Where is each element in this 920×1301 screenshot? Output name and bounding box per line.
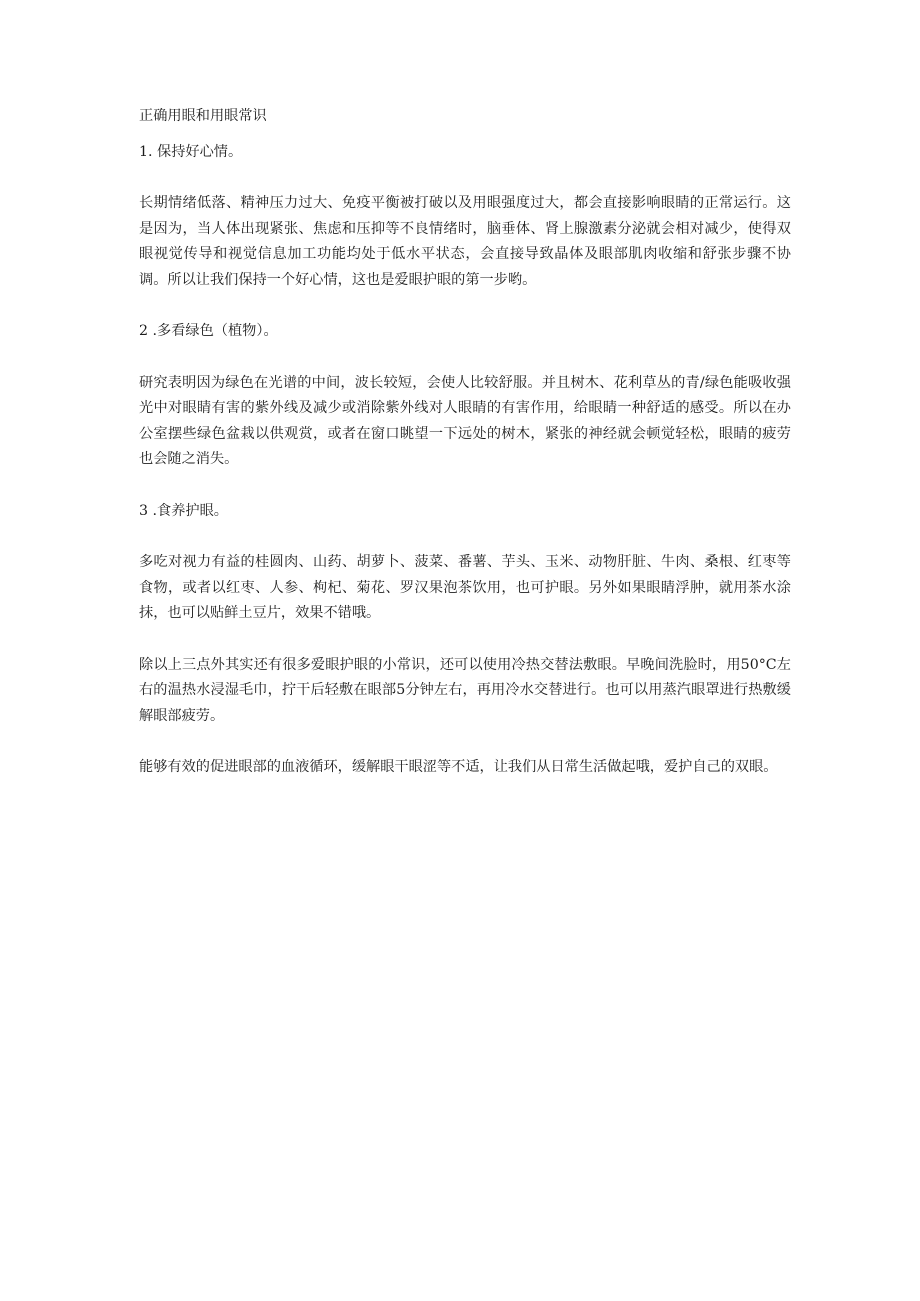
section-body-1: 长期情绪低落、精神压力过大、免疫平衡被打破以及用眼强度过大，都会直接影响眼睛的正常运行。这是因为，当人体出现紧张、焦虑和压抑等不良情绪时，脑垂体、肾上腺激素分泌就会相对减少，使得双眼视觉传导和视觉信息加工功能均处于低水平状态，会直接导致晶体及眼部肌肉收缩和舒张步骤不协调。所以让我们保持一个好心情，这也是爱眼护眼的第一步哟。 (139, 195, 791, 288)
section-body-2: 研究表明因为绿色在光谱的中间，波长较短，会使人比较舒服。并且树木、花利草丛的青/绿色能吸收强光中对眼睛有害的紫外线及减少或消除紫外线对人眼睛的有害作用，给眼睛一种舒适的感受。所以在办公室摆些绿色盆栽以供观赏，或者在窗口眺望一下远处的树木，紧张的神经就会顿觉轻松，眼睛的疲劳也会随之消失。 (139, 374, 791, 467)
document-body (139, 104, 791, 807)
document-title: 正确用眼和用眼常识 (139, 108, 267, 124)
extra-tips-paragraph: 除以上三点外其实还有很多爱眼护眼的小常识，还可以使用冷热交替法敷眼。早晚间洗脸时，用50°C左右的温热水浸湿毛巾，拧干后轻敷在眼部5分钟左右，再用冷水交替进行。也可以用蒸汽眼罩进行热敷缓解眼部疲劳。 (139, 656, 791, 724)
closing-paragraph: 能够有效的促进眼部的血液循环，缓解眼干眼涩等不适，让我们从日常生活做起哦，爱护自己的双眼。 (139, 759, 778, 775)
section-heading-2: 2 .多看绿色（植物）。 (139, 323, 278, 339)
section-body-3: 多吃对视力有益的桂圆肉、山药、胡萝卜、菠菜、番薯、芋头、玉米、动物肝脏、牛肉、桑根、红枣等食物，或者以红枣、人参、枸杞、菊花、罗汉果泡茶饮用，也可护眼。另外如果眼睛浮肿，就用茶水涂抹，也可以贴鲜土豆片，效果不错哦。 (139, 554, 791, 621)
section-heading-1: 1. 保持好心情。 (139, 143, 243, 160)
section-heading-3: 3 .食养护眼。 (139, 502, 228, 519)
